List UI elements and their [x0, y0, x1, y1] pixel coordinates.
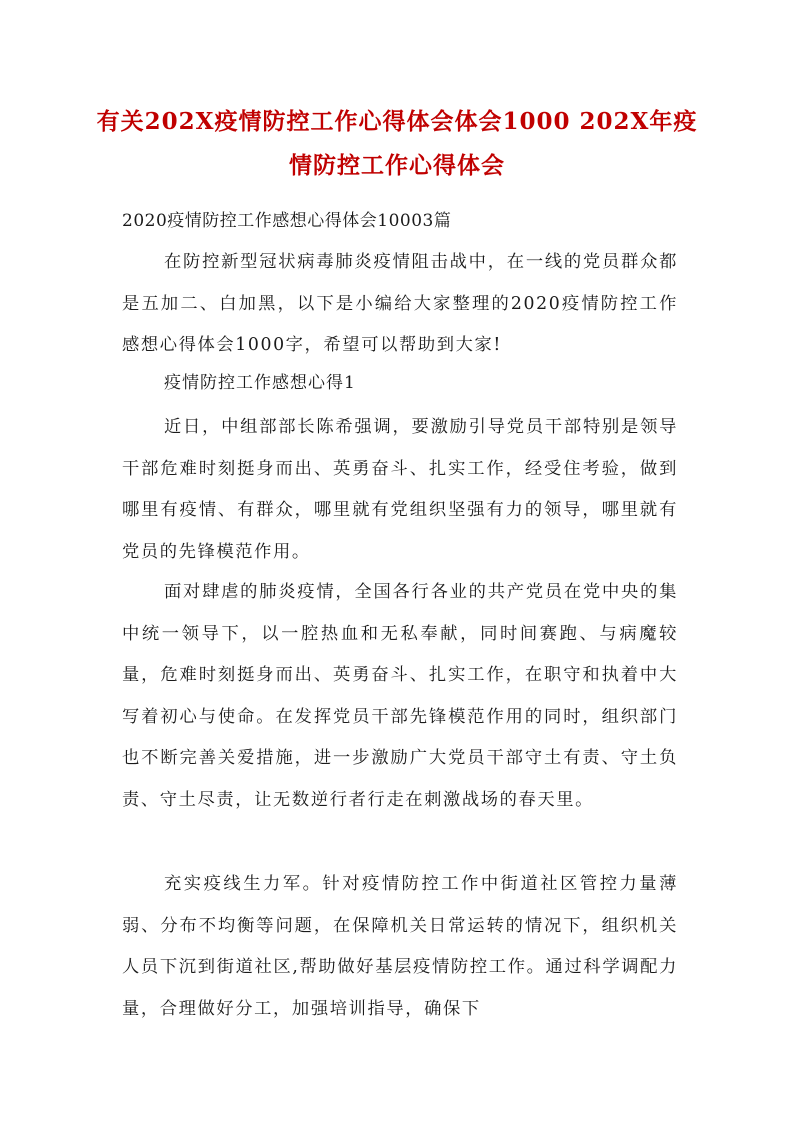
- title-line-2: 情防控工作心得体会: [289, 152, 505, 179]
- document-subtitle: 2020疫情防控工作感想心得体会10003篇: [122, 211, 452, 231]
- document-title: [90, 100, 704, 188]
- body-paragraph-2: 面对肆虐的肺炎疫情，全国各行各业的共产党员在党中央的集中统一领导下，以一腔热血和无私奉献，同时间赛跑、与病魔较量，危难时刻挺身而出、英勇奋斗、扎实工作，在职守和执着中大写着初心与使命。在发挥党员干部先锋模范作用的同时，组织部门也不断完善关爱措施，进一步激励广大党员干部守土有责、守土负责、守土尽责，让无数逆行者行走在刺激战场的春天里。: [122, 582, 678, 810]
- intro-paragraph: 在防控新型冠状病毒肺炎疫情阻击战中，在一线的党员群众都是五加二、白加黑，以下是小编给大家整理的2020疫情防控工作感想心得体会1000字，希望可以帮助到大家!: [122, 252, 678, 355]
- title-line-1: 有关202X疫情防控工作心得体会体会1000 202X年疫: [96, 108, 698, 135]
- section-heading: 疫情防控工作感想心得1: [164, 373, 356, 393]
- body-paragraph-1: 近日，中组部部长陈希强调，要激励引导党员干部特别是领导干部危难时刻挺身而出、英勇奋斗、扎实工作，经受住考验，做到哪里有疫情、有群众，哪里就有党组织坚强有力的领导，哪里就有党员的先锋模范作用。: [122, 417, 678, 562]
- body-paragraph-3: 充实疫线生力军。针对疫情防控工作中街道社区管控力量薄弱、分布不均衡等问题，在保障机关日常运转的情况下，组织机关人员下沉到街道社区,帮助做好基层疫情防控工作。通过科学调配力量，合理做好分工，加强培训指导，确保下: [122, 874, 678, 1019]
